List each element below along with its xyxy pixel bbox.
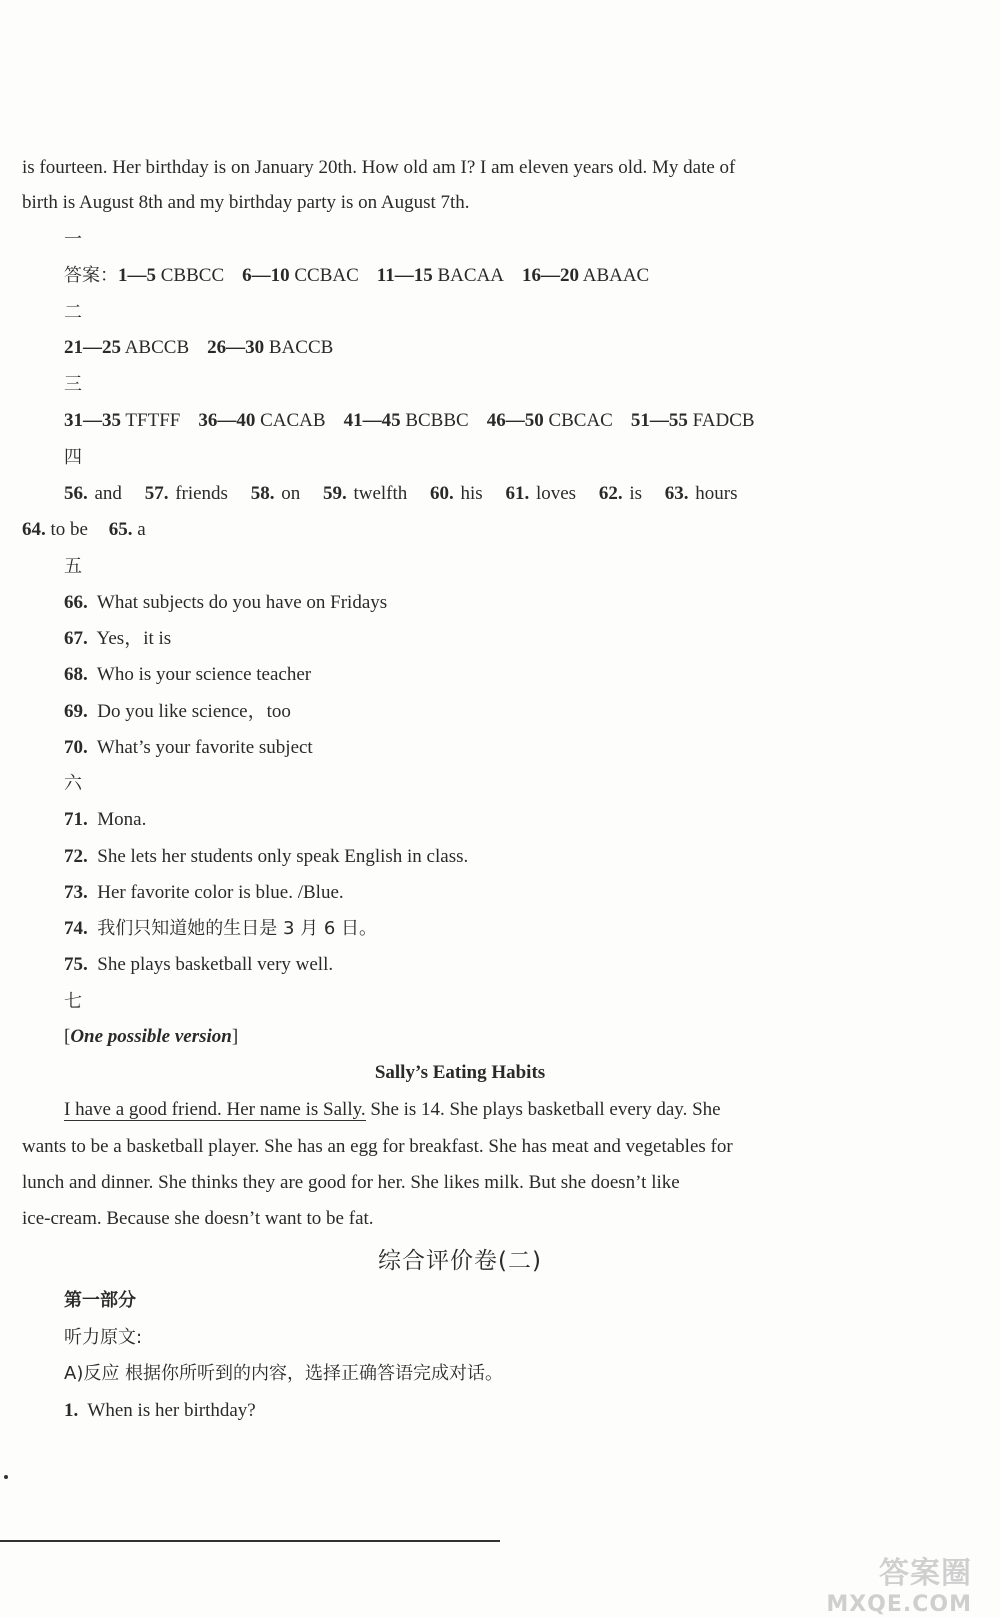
part-heading: 第一部分 (64, 1290, 136, 1311)
section-7-heading: 七 (64, 991, 82, 1012)
answer-prefix: 答案： (64, 265, 118, 286)
watermark-logo: 答案圈 MXQE.COM (826, 1556, 972, 1617)
intro-line-2: birth is August 8th and my birthday party is on August 7th. (22, 192, 470, 213)
next-section-title: 综合评价卷(二) (378, 1248, 542, 1274)
section-4-line-1: 56. and 57. friends 58. on 59. twelfth 60. his 61. loves 62. is 63. hours (64, 483, 738, 504)
answer-group: 46—50 CBCAC (486, 410, 613, 431)
section-4-line-2: 64. to be 65. a (22, 519, 146, 540)
answer-group: 21—25 ABCCB (64, 337, 190, 358)
section-6-heading: 六 (64, 773, 82, 794)
section-1-answers (64, 264, 667, 288)
answer-group: 11—15 BACAA (376, 265, 505, 286)
answer-group: 36—40 CACAB (198, 410, 326, 431)
instruction-text: A)反应 根据你所听到的内容，选择正确答语完成对话。 (64, 1363, 504, 1384)
answer-group: 31—35 TFTFF (64, 410, 181, 431)
scan-dot (4, 1475, 8, 1479)
section-3-answers (64, 409, 773, 433)
intro-line-1: is fourteen. Her birthday is on January 20th. How old am I? I am eleven years old. My date of (22, 157, 736, 178)
section-2-answers (64, 336, 351, 360)
list-item: 70. What’s your favorite subject (64, 737, 313, 758)
essay-line-3: lunch and dinner. She thinks they are good for her. She likes milk. But she doesn’t like (22, 1172, 680, 1193)
list-item: 72. She lets her students only speak English in class. (64, 846, 469, 867)
section-2-heading: 二 (64, 302, 82, 323)
answer-group: 6—10 CCBAC (242, 265, 359, 286)
list-item: 69. Do you like science，too (64, 701, 291, 722)
list-item: 68. Who is your science teacher (64, 664, 312, 685)
essay-line-1: I have a good friend. Her name is Sally. She is 14. She plays basketball every day. She (64, 1099, 721, 1120)
answer-group: 1—5 CBBCC (118, 265, 225, 286)
answer-group: 51—55 FADCB (630, 410, 755, 431)
bottom-rule (0, 1540, 500, 1542)
section-3-heading: 三 (64, 374, 82, 395)
essay-line-2: wants to be a basketball player. She has an egg for breakfast. She has meat and vegetables for (22, 1136, 733, 1157)
section-5-heading: 五 (64, 556, 82, 577)
section-1-heading: 一 (64, 229, 82, 250)
version-label: [One possible version] (64, 1026, 239, 1047)
list-item: 66. What subjects do you have on Fridays (64, 592, 388, 613)
list-item: 73. Her favorite color is blue. /Blue. (64, 882, 344, 903)
list-item: 74. 我们只知道她的生日是 3 月 6 日。 (64, 918, 378, 939)
list-item: 71. Mona. (64, 809, 147, 830)
section-4-heading: 四 (64, 447, 82, 468)
question-1: 1. When is her birthday? (64, 1400, 256, 1421)
listening-label: 听力原文: (64, 1327, 143, 1348)
answer-group: 16—20 ABAAC (522, 265, 650, 286)
answer-group: 26—30 BACCB (207, 337, 334, 358)
essay-title: Sally’s Eating Habits (374, 1062, 546, 1083)
list-item: 67. Yes，it is (64, 628, 172, 649)
answer-group: 41—45 BCBBC (343, 410, 469, 431)
list-item: 75. She plays basketball very well. (64, 954, 334, 975)
essay-line-4: ice-cream. Because she doesn’t want to be fat. (22, 1208, 374, 1229)
